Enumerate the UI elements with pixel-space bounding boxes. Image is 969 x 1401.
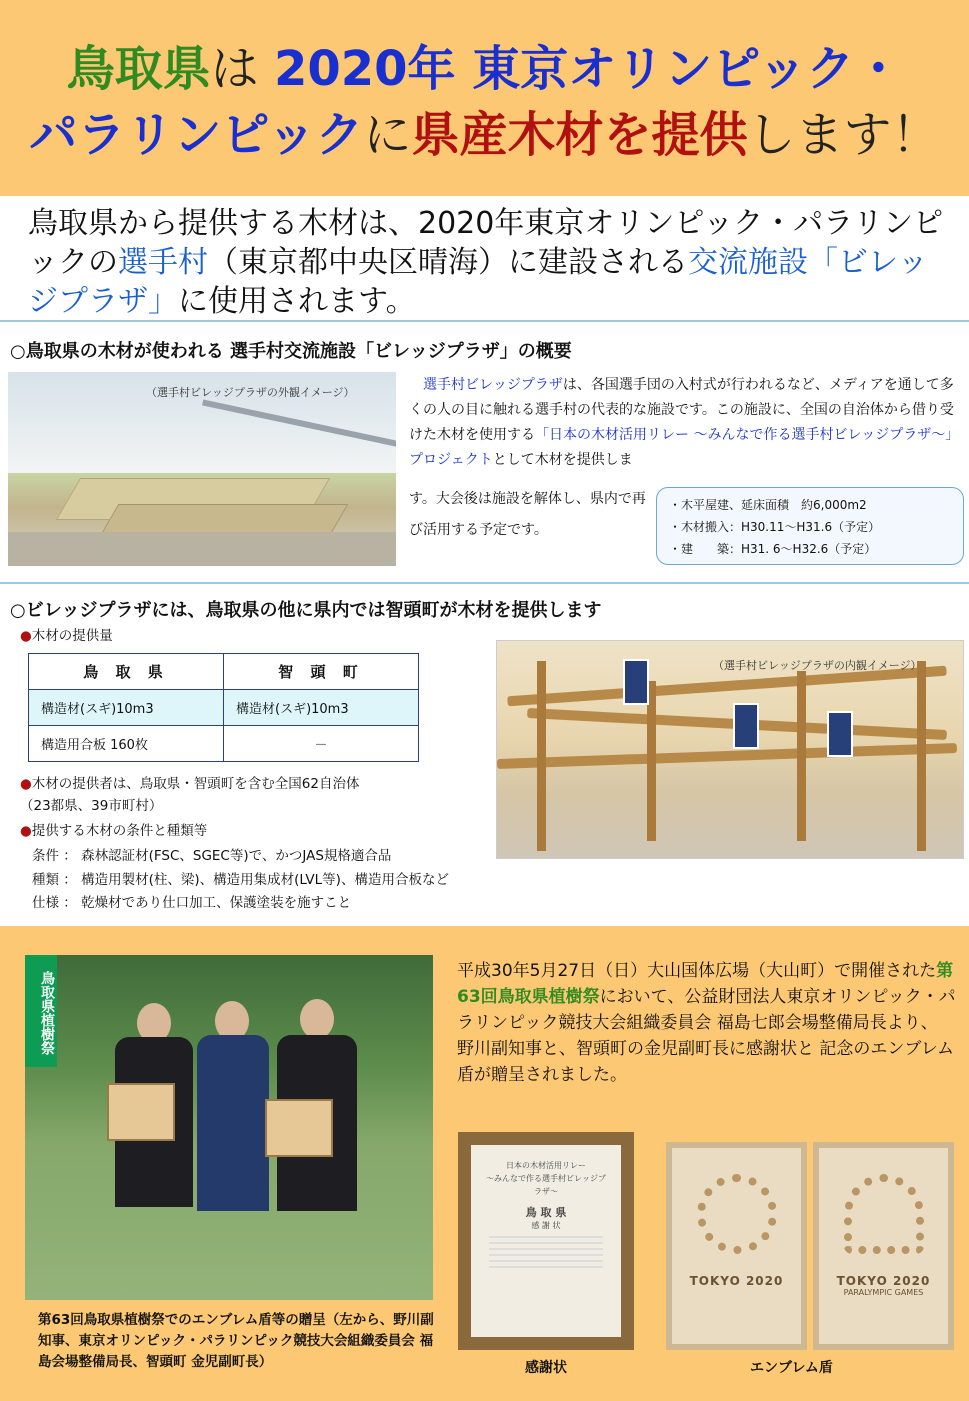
bullet-supply-amount [20,627,113,646]
wood-post [917,661,926,851]
wood-post [537,661,546,851]
certificate-label: 感謝状 [525,1360,567,1376]
wood-beam [497,743,957,769]
flag [623,659,649,705]
intro-highlight-plaza: 交流施設「ビレッジプラザ」 [28,245,928,319]
award-description [457,958,957,1088]
emblem-text: TOKYO 2020 [689,1274,784,1288]
ceremony-photo [25,955,433,1300]
table-row [29,726,419,762]
table-row [29,690,419,726]
certificate-text-rule [489,1236,603,1238]
emblem-text: TOKYO 2020 [836,1274,931,1288]
plaza-description [409,373,965,473]
award-text-2: において、公益財団法人東京オリンピック・パラリンピック競技大会組織委員会 福島七郎会場整備局長より、 野川副知事と、智頭町の金児副町長に感謝状と 記念のエンブレム盾が贈呈されました。 [457,987,956,1085]
bullet-mark: ● [20,628,32,644]
award-event-name: 第63回鳥取県植樹祭 [457,961,954,1007]
intro-highlight-village: 選手村 [118,245,208,280]
info-line: ・木材搬入：H30.11～H31.6（予定） [669,520,881,534]
plaza-name: 選手村ビレッジプラザ [423,377,563,393]
headline-particle-2: に [363,107,412,163]
table-header: 智 頭 町 [224,654,419,690]
bullet-conditions [20,822,207,841]
spec-finish: 仕様 ： 乾燥材であり仕口加工、保護塗装を施すこと [32,895,352,911]
table-cell: 構造材(スギ)10m3 [224,690,419,726]
plaque [107,1083,175,1141]
certificate-line: 感 謝 状 [531,1221,561,1230]
wood-post [647,681,656,841]
certificate-line: ～みんなで作る選手村ビレッジプラザ～ [486,1174,606,1196]
plaza-text-2: として木材を提供しま [492,452,633,468]
emblem-subtext: PARALYMPIC GAMES [843,1288,924,1297]
supply-table [28,653,419,762]
table-header-row [29,654,419,690]
headline-line-1 [0,30,969,99]
bullet-mark: ● [20,823,32,839]
certificate-text-rule [489,1254,603,1256]
wood-post [797,671,806,841]
certificate-image [458,1132,634,1350]
headline-wood: 県産木材を提供 [411,107,748,163]
bullet-text: 木材の提供量 [31,628,113,644]
flag [733,703,759,749]
certificate-text-rule [489,1266,603,1268]
paralympic-emblem-icon [844,1174,924,1254]
plaza-description-cont: す。大会後は施設を解体し、県内で再び活用する予定です。 [409,491,646,538]
bullet-providers-detail: （23都県、39市町村） [20,798,163,814]
info-line: ・建 築：H31. 6～H32.6（予定） [669,542,877,556]
intro-text-1: 鳥取県から提供する木材は、2020年東京オリンピック・パラリンピックの [28,206,944,280]
info-line: ・木平屋建、延床面積 約6,000m2 [669,498,867,512]
flag [827,711,853,757]
headline-prefecture: 鳥取県 [66,41,211,97]
bullet-text: 提供する木材の条件と種類等 [31,823,208,839]
village-plaza-exterior-image [8,372,396,566]
table-cell: 構造用合板 160枚 [29,726,224,762]
plaza-text-1: は、各国選手団の入村式が行われるなど、メディアを通して多くの人の目に触れる選手村の代表的な施設です。この施設に、全国の自治体から借り受けた木材を使用する [409,377,954,443]
spec-type: 種類 ： 構造用製材(柱、梁)、構造用集成材(LVL等)、構造用合板など [32,872,449,888]
facility-info-box [656,487,964,565]
headline-end: します！ [747,107,940,163]
olympic-emblem-shield [666,1142,807,1350]
bullet-text: 木材の提供者は、鳥取県・智頭町を含む全国62自治体 [31,776,360,792]
award-text-1: 平成30年5月27日（日）大山国体広場（大山町）で開催された [457,961,937,981]
intro-text-3: に使用されます。 [178,284,416,319]
table-cell: － [224,726,419,762]
headline-olympics: 2020年 東京オリンピック・ [273,41,903,97]
headline-paralympics: パラリンピック [29,107,364,163]
olympic-emblem-icon [697,1174,777,1254]
header-banner [0,0,969,196]
table-cell: 構造材(スギ)10m3 [29,690,224,726]
intro-text-2: （東京都中央区晴海）に建設される [208,245,688,280]
certificate-text-rule [489,1260,603,1262]
intro-paragraph [28,204,948,321]
person-head [300,999,334,1039]
bullet-mark: ● [20,776,32,792]
certificate-line: 日本の木材活用リレー [506,1161,586,1170]
photo-caption: 第63回鳥取県植樹祭でのエンブレム盾等の贈呈（左から、野川副知事、東京オリンピック・パラリンピック競技大会組織委員会 福島会場整備局長、智頭町 金児副町長） [38,1312,434,1370]
spec-condition: 条件 ： 森林認証材(FSC、SGEC等)で、かつJAS規格適合品 [32,848,392,864]
person [197,1035,269,1211]
headline-particle: は [210,41,274,97]
interior-image-caption: （選手村ビレッジプラザの内観イメージ） [713,659,922,672]
divider [0,582,969,584]
bullet-providers [20,775,359,794]
emblem-label: エンブレム盾 [750,1360,833,1376]
table-header: 鳥 取 県 [29,654,224,690]
project-name: 「日本の木材活用リレー ～みんなで作る選手村ビレッジプラザ～」プロジェクト [409,427,960,468]
section-1-title: ○鳥取県の木材が使われる 選手村交流施設「ビレッジプラザ」の概要 [10,341,572,362]
village-plaza-interior-image [496,640,964,859]
ground [8,532,396,566]
exterior-image-caption: （選手村ビレッジプラザの外観イメージ） [146,386,355,399]
certificate-text-rule [489,1248,603,1250]
section-2-title: ○ビレッジプラザには、鳥取県の他に県内では智頭町が木材を提供します [10,600,602,621]
certificate-paper [471,1145,621,1337]
certificate-line: 鳥 取 県 [525,1206,567,1219]
paralympic-emblem-shield [813,1142,954,1350]
event-banner: 鳥取県植樹祭 [25,955,57,1067]
certificate-text-rule [489,1242,603,1244]
headline-line-2 [0,96,969,165]
divider [0,320,969,322]
plaque [265,1099,333,1157]
